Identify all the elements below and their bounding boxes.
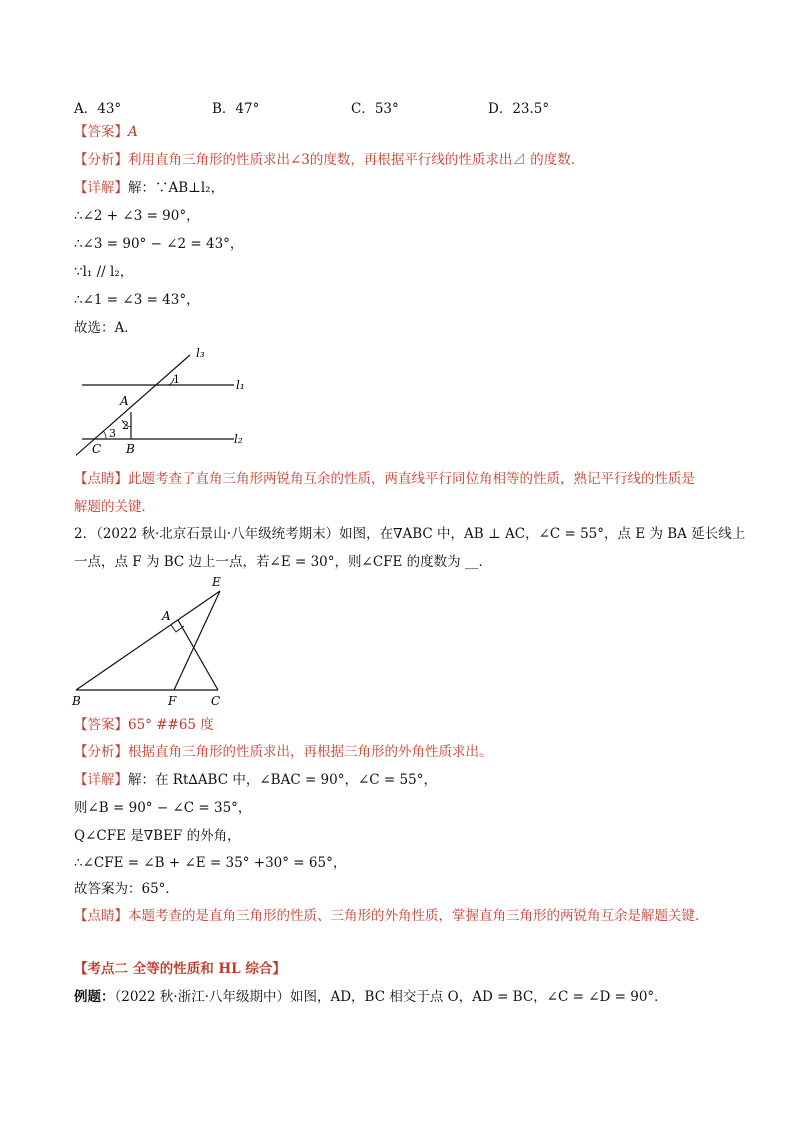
label-b: B	[126, 442, 135, 456]
label-l1: l₁	[236, 378, 245, 392]
analysis-tag: 【分析】	[74, 152, 128, 168]
q2-analysis	[74, 743, 493, 761]
example-line	[74, 988, 668, 1006]
option-c: C．53°	[351, 101, 399, 117]
analysis-text: 根据直角三角形的性质求出，再根据三角形的外角性质求出。	[128, 744, 493, 760]
comment-text: 本题考查的是直角三角形的性质、三角形的外角性质，掌握直角三角形的两锐角互余是解题关键.	[128, 908, 700, 924]
answer-value: 65° ##65 度	[128, 717, 214, 733]
q1-detail-4: ∵l₁ // l₂，	[74, 264, 134, 280]
label-a: A	[120, 394, 129, 408]
analysis-tag: 【分析】	[74, 744, 128, 760]
q1-detail-1	[74, 179, 224, 197]
q1-comment-2: 解题的关键．	[74, 499, 155, 515]
label-l3: l₃	[196, 346, 205, 360]
q1-analysis	[74, 151, 584, 169]
answer-value: A	[128, 124, 138, 140]
q2-detail-3: Q∠CFE 是∇BEF 的外角，	[74, 828, 241, 844]
option-a: A．43°	[74, 101, 122, 117]
example-label: 例题：	[74, 989, 115, 1005]
label-e: E	[212, 575, 221, 589]
q2-stem-2: 一点，点 F 为 BC 边上一点，若∠E = 30°，则∠CFE 的度数为 __．	[74, 554, 492, 570]
angle-2-label: 2	[122, 419, 129, 432]
q2-detail-4: ∴∠CFE = ∠B + ∠E = 35° +30° = 65°，	[74, 855, 347, 871]
section-heading: 【考点二 全等的性质和 HL 综合】	[74, 961, 286, 977]
label-l2: l₂	[234, 432, 243, 446]
comment-text: 此题考查了直角三角形两锐角互余的性质，两直线平行同位角相等的性质，熟记平行线的性质是	[128, 471, 695, 487]
detail-tag: 【详解】	[74, 180, 128, 196]
parallel-lines-figure	[76, 345, 256, 460]
label-f: F	[168, 694, 177, 708]
analysis-text: 利用直角三角形的性质求出∠3的度数，再根据平行线的性质求出⊿ 的度数．	[128, 152, 585, 168]
q1-detail-2: ∴∠2 + ∠3 = 90°，	[74, 208, 200, 224]
q1-detail-3: ∴∠3 = 90° − ∠2 = 43°，	[74, 236, 244, 252]
q2-detail-5: 故答案为：65°．	[74, 881, 179, 897]
q1-detail-5: ∴∠1 = ∠3 = 43°，	[74, 292, 200, 308]
answer-tag: 【答案】	[74, 717, 128, 733]
detail-line: 解：∵AB⊥l₂，	[128, 180, 225, 196]
detail-line: 解：在 Rt∆ABC 中，∠BAC = 90°，∠C = 55°，	[128, 772, 437, 788]
label-c: C	[92, 442, 102, 456]
option-d: D．23.5°	[488, 101, 550, 117]
q2-stem-1: 2．（2022 秋·北京石景山·八年级统考期末）如图，在∇ABC 中，AB ⊥ AC，∠C = 55°，点 E 为 BA 延长线上	[74, 526, 746, 542]
example-text: （2022 秋·浙江·八年级期中）如图，AD，BC 相交于点 O，AD = BC，∠C = ∠D = 90°．	[114, 989, 668, 1005]
q2-comment	[74, 907, 699, 925]
label-c2: C	[211, 694, 221, 708]
q2-detail-1	[74, 771, 437, 789]
angle-3-label: 3	[109, 427, 116, 440]
option-b: B．47°	[212, 101, 260, 117]
q2-detail-2: 则∠B = 90° − ∠C = 35°，	[74, 800, 252, 816]
comment-tag: 【点睛】	[74, 471, 128, 487]
label-a2: A	[162, 609, 171, 623]
triangle-figure	[70, 573, 230, 713]
label-b2: B	[72, 694, 81, 708]
angle-1-label: 1	[173, 373, 180, 386]
q1-comment-1	[74, 470, 695, 488]
q1-detail-6: 故选：A．	[74, 320, 138, 336]
detail-tag: 【详解】	[74, 772, 128, 788]
q2-answer	[74, 716, 214, 734]
answer-tag: 【答案】	[74, 124, 128, 140]
comment-tag: 【点睛】	[74, 908, 128, 924]
q1-answer	[74, 123, 138, 141]
